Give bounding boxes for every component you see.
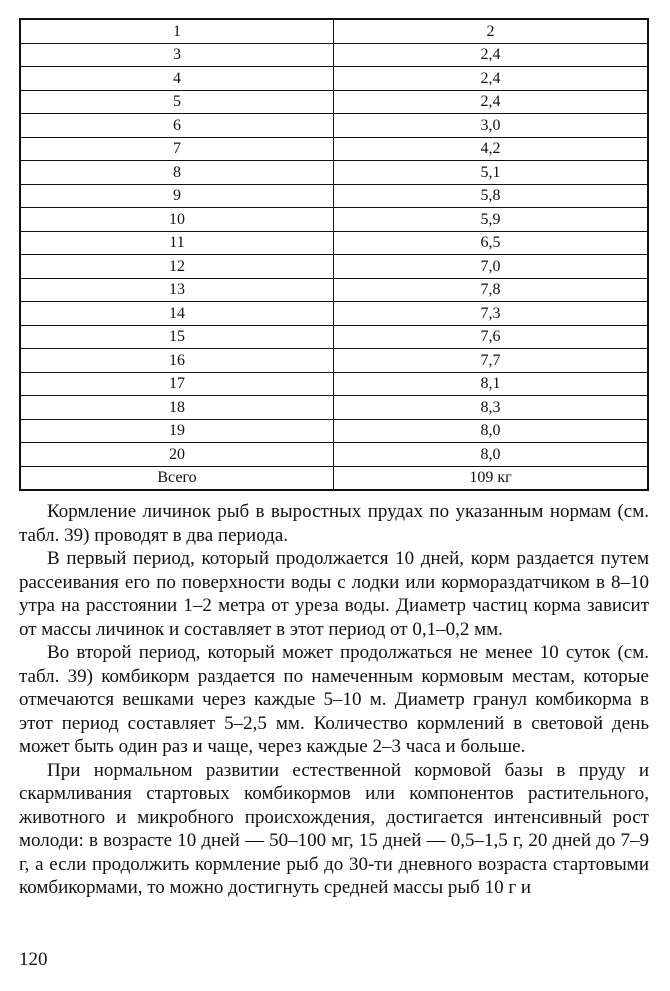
amount-cell: 3,0 xyxy=(334,114,649,138)
table-row xyxy=(20,302,648,326)
day-cell: 13 xyxy=(20,278,334,302)
table-header-row xyxy=(20,19,648,43)
day-cell: 18 xyxy=(20,396,334,420)
day-cell: 20 xyxy=(20,443,334,467)
day-cell: 15 xyxy=(20,325,334,349)
day-cell: 8 xyxy=(20,161,334,185)
paragraph: Кормление личинок рыб в выростных прудах по указанным нормам (см. табл. 39) проводят в два периода. xyxy=(19,501,649,546)
day-cell: 9 xyxy=(20,184,334,208)
amount-cell: 8,0 xyxy=(334,443,649,467)
amount-cell: 6,5 xyxy=(334,231,649,255)
day-cell: 12 xyxy=(20,255,334,279)
amount-cell: 7,3 xyxy=(334,302,649,326)
feed-table-body xyxy=(20,19,648,490)
day-cell: 11 xyxy=(20,231,334,255)
day-cell: 4 xyxy=(20,67,334,91)
amount-cell: 5,1 xyxy=(334,161,649,185)
table-row xyxy=(20,208,648,232)
table-header-cell: 1 xyxy=(20,19,334,43)
table-row xyxy=(20,372,648,396)
day-cell: 5 xyxy=(20,90,334,114)
paragraph: В первый период, который продолжается 10 дней, корм раздается путем рассеивания его по поверхности воды с лодки или кормораздатчиком в 8–10 утра на расстоянии 1–2 метра от уреза воды. Диаметр частиц корма зависит от массы личинок и составляет в этот период от 0,1–0,2 мм. xyxy=(19,548,649,640)
table-row xyxy=(20,161,648,185)
table-row xyxy=(20,443,648,467)
table-row xyxy=(20,325,648,349)
day-cell: 10 xyxy=(20,208,334,232)
paragraph: Во второй период, который может продолжаться не менее 10 суток (см. табл. 39) комбикорм раздается по намеченным кормовым местам, которые отмечаются вешками через каждые 5–10 м. Диаметр гранул комбикорма в этот период составляет 5–2,5 мм. Количество кормлений в световой день может быть один раз и чаще, через каждые 2–3 часа и больше. xyxy=(19,642,649,757)
amount-cell: 2,4 xyxy=(334,67,649,91)
table-row xyxy=(20,255,648,279)
amount-cell: 5,9 xyxy=(334,208,649,232)
total-label-cell: Всего xyxy=(20,466,334,490)
table-row xyxy=(20,67,648,91)
amount-cell: 8,3 xyxy=(334,396,649,420)
day-cell: 3 xyxy=(20,43,334,67)
table-row xyxy=(20,43,648,67)
feed-table xyxy=(19,18,649,491)
table-total-row xyxy=(20,466,648,490)
day-cell: 17 xyxy=(20,372,334,396)
table-row xyxy=(20,114,648,138)
table-row xyxy=(20,396,648,420)
table-row xyxy=(20,278,648,302)
amount-cell: 4,2 xyxy=(334,137,649,161)
table-row xyxy=(20,184,648,208)
amount-cell: 8,0 xyxy=(334,419,649,443)
amount-cell: 5,8 xyxy=(334,184,649,208)
amount-cell: 7,7 xyxy=(334,349,649,373)
amount-cell: 7,6 xyxy=(334,325,649,349)
table-row xyxy=(20,231,648,255)
day-cell: 7 xyxy=(20,137,334,161)
amount-cell: 2,4 xyxy=(334,43,649,67)
day-cell: 14 xyxy=(20,302,334,326)
total-value-cell: 109 кг xyxy=(334,466,649,490)
day-cell: 6 xyxy=(20,114,334,138)
amount-cell: 8,1 xyxy=(334,372,649,396)
table-row xyxy=(20,137,648,161)
amount-cell: 7,8 xyxy=(334,278,649,302)
page-number: 120 xyxy=(19,949,48,970)
table-row xyxy=(20,90,648,114)
body-text xyxy=(19,500,649,900)
table-header-cell: 2 xyxy=(334,19,649,43)
day-cell: 19 xyxy=(20,419,334,443)
day-cell: 16 xyxy=(20,349,334,373)
table-row xyxy=(20,349,648,373)
table-row xyxy=(20,419,648,443)
paragraph: При нормальном развитии естественной кормовой базы в пруду и скармливания стартовых комбикормов или компонентов растительного, животного и микробного происхождения, достигается интенсивный рост молоди: в возрасте 10 дней — 50–100 мг, 15 дней — 0,5–1,5 г, 20 дней до 7–9 г, а если продолжить кормление рыб до 30-ти дневного возраста стартовыми комбикормами, то можно достигнуть средней массы рыб 10 г и xyxy=(19,759,649,898)
amount-cell: 2,4 xyxy=(334,90,649,114)
amount-cell: 7,0 xyxy=(334,255,649,279)
